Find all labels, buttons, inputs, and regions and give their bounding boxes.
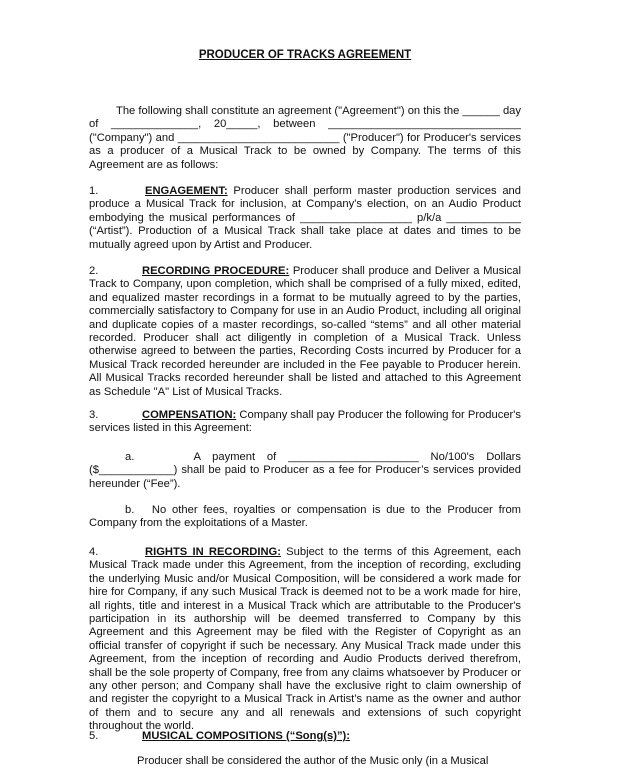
- compensation-item-b: [89, 504, 521, 531]
- document-title: PRODUCER OF TRACKS AGREEMENT: [198, 49, 412, 61]
- section-heading: COMPENSATION:: [142, 409, 237, 421]
- section-rights-in-recording: [89, 546, 521, 734]
- section-musical-compositions: [89, 730, 521, 743]
- item-label: b.: [125, 504, 135, 516]
- section-engagement: [89, 185, 521, 252]
- compensation-item-a: [89, 451, 521, 491]
- section-number: 5.: [89, 730, 99, 742]
- section-number: 1.: [89, 185, 99, 197]
- item-text: A payment of _____________________ No/100's Dollars ($____________) shall be paid to Producer as a fee for Producer’s services provided hereunder (“Fee”).: [89, 451, 522, 490]
- intro-paragraph: The following shall constitute an agreement ("Agreement") on this the ______ day of ______________, 20_____, between _______________________________ ("Company") and __________________________ ("Producer") for Producer's services as a producer of a Musical Track to be owned by Company. The terms of this Agreement are as follows:: [89, 105, 521, 171]
- cut-off-line: Producer shall be considered the author of the Music only (in a Musical: [137, 755, 489, 767]
- section-heading: RIGHTS IN RECORDING:: [145, 546, 281, 558]
- section-compensation: [89, 409, 521, 436]
- section-number: 2.: [89, 265, 99, 277]
- section-body: Producer shall perform master production services and produce a Musical Track for inclusion, at Company's election, on an Audio Product embodying the musical performances of __________________ p/k/a ____________ (“Artist”). Production of a Musical Track shall take place at dates and times to be mutually agreed upon by Artist and Producer.: [89, 185, 521, 251]
- item-label: a.: [125, 451, 135, 463]
- section-heading: RECORDING PROCEDURE:: [142, 265, 290, 277]
- section-body: Subject to the terms of this Agreement, each Musical Track made under this Agreement, from the inception of recording, excluding the underlying Music and/or Musical Composition, will be considered a work made for hire for Company, if any such Musical Track is deemed not to be a work made for hire, all rights, title and interest in a Musical Track which are attributable to the Producer's participation in its authorship will be deemed transferred to Company by this Agreement and this Agreement may be filed with the Register of Copyright as an official transfer of copyright if such be necessary. Any Musical Track made under this Agreement, from the inception of recording and Audio Products derived therefrom, shall be the sole property of Company, free from any claims whatsoever by Producer or any other person; and Company shall have the exclusive right to claim ownership of and register the copyright to a Musical Track in Artist’s name as the owner and author of them and to secure any and all renewals and extensions of such copyright throughout the world.: [89, 546, 522, 733]
- section-recording-procedure: [89, 265, 521, 399]
- section-body: Company shall pay Producer the following for Producer's services listed in this Agreement:: [89, 409, 521, 435]
- section-number: 3.: [89, 409, 99, 421]
- section-body: Producer shall produce and Deliver a Musical Track to Company, upon completion, which shall be comprised of a fully mixed, edited, and equalized master recordings in a format to be mutually agreed to by the parties, commercially satisfactory to Company for use in an Audio Product, including all original and duplicate copies of a master recordings, so-called “stems” and all other material recorded. Producer shall act diligently in completion of a Musical Track. Unless otherwise agreed to between the parties, Recording Costs incurred by Producer for a Musical Track recorded hereunder are included in the Fee payable to Producer herein. All Musical Tracks recorded hereunder shall be listed and attached to this Agreement as Schedule "A" List of Musical Tracks.: [89, 265, 521, 398]
- section-heading: ENGAGEMENT:: [145, 185, 228, 197]
- section-number: 4.: [89, 546, 99, 558]
- section-heading: MUSICAL COMPOSITIONS (“Song(s)”):: [142, 730, 350, 742]
- item-text: No other fees, royalties or compensation is due to the Producer from Company from the exploitations of a Master.: [89, 504, 521, 530]
